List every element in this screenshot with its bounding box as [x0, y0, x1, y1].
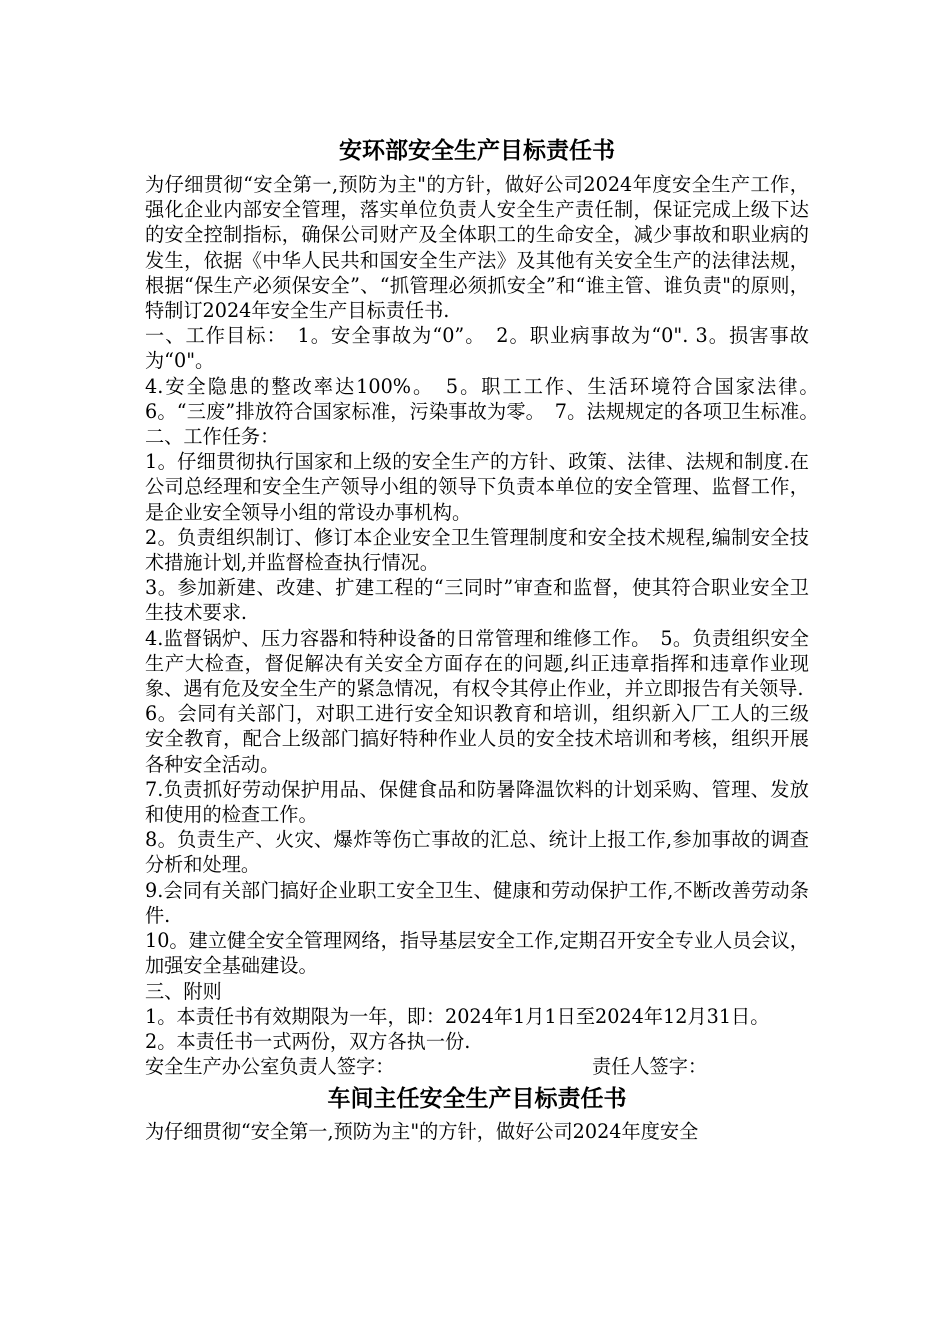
- task-1-paragraph: 1。仔细贯彻执行国家和上级的安全生产的方针、政策、法律、法规和制度.在公司总经理和安全生产领导小组的领导下负责本单位的安全管理、监督工作，是企业安全领导小组的常设办事机构。: [145, 450, 809, 524]
- task-2-paragraph: 2。负责组织制订、修订本企业安全卫生管理制度和安全技术规程,编制安全技术措施计划,并监督检查执行情况。: [145, 525, 809, 575]
- signature-line: [145, 1054, 809, 1080]
- second-intro-paragraph: 为仔细贯彻“安全第一,预防为主"的方针，做好公司2024年度安全: [145, 1120, 699, 1144]
- document-title-2: 车间主任安全生产目标责任书: [327, 1085, 627, 1113]
- task-7-paragraph: 7.负责抓好劳动保护用品、保健食品和防暑降温饮料的计划采购、管理、发放和使用的检查工作。: [145, 777, 809, 827]
- task-3-paragraph: 3。参加新建、改建、扩建工程的“三同时”审查和监督，使其符合职业安全卫生技术要求.: [145, 576, 809, 625]
- signature-left-label: 安全生产办公室负责人签字：: [145, 1055, 395, 1079]
- work-goals-paragraph: 一、工作目标： 1。安全事故为“0”。 2。职业病事故为“0". 3。损害事故为“0"。: [145, 324, 809, 373]
- appendix-2-paragraph: 2。本责任书一式两份，双方各执一份.: [145, 1029, 471, 1053]
- task-6-paragraph: 6。会同有关部门，对职工进行安全知识教育和培训，组织新入厂工人的三级安全教育，配合上级部门搞好特种作业人员的安全技术培训和考核，组织开展各种安全活动。: [145, 702, 809, 776]
- appendix-1-paragraph: 1。本责任书有效期限为一年，即：2024年1月1日至2024年12月31日。: [145, 1004, 770, 1028]
- intro-paragraph: 为仔细贯彻“安全第一,预防为主"的方针，做好公司2024年度安全生产工作，强化企业内部安全管理，落实单位负责人安全生产责任制，保证完成上级下达的安全控制指标，确保公司财产及全体职工的生命安全，减少事故和职业病的发生，依据《中华人民共和国安全生产法》及其他有关安全生产的法律法规，根据“保生产必须保安全”、“抓管理必须抓安全”和“谁主管、谁负责"的原则，特制订2024年安全生产目标责任书.: [145, 173, 809, 323]
- work-goals-continued-paragraph: 4.安全隐患的整改率达100%。 5。职工工作、生活环境符合国家法律。 6。“三废”排放符合国家标准，污染事故为零。 7。法规规定的各项卫生标准。 二、工作任务：: [145, 374, 829, 449]
- task-9-paragraph: 9.会同有关部门搞好企业职工安全卫生、健康和劳动保护工作,不断改善劳动条件.: [145, 878, 809, 927]
- task-8-paragraph: 8。负责生产、火灾、爆炸等伤亡事故的汇总、统计上报工作,参加事故的调查分析和处理。: [145, 828, 809, 877]
- task-4-5-paragraph: 4.监督锅炉、压力容器和特种设备的日常管理和维修工作。 5。负责组织安全生产大检查，督促解决有关安全方面存在的问题,纠正违章指挥和违章作业现象、遇有危及安全生产的紧急情况，有权令其停止作业，并立即报告有关领导.: [145, 626, 809, 701]
- appendix-heading: 三、附则: [145, 979, 222, 1003]
- document-body: [145, 135, 829, 1144]
- task-10-paragraph: 10。建立健全安全管理网络，指导基层安全工作,定期召开安全专业人员会议，加强安全基础建设。: [145, 929, 809, 978]
- document-title-1: 安环部安全生产目标责任书: [339, 137, 615, 164]
- signature-right-label: 责任人签字：: [592, 1055, 708, 1079]
